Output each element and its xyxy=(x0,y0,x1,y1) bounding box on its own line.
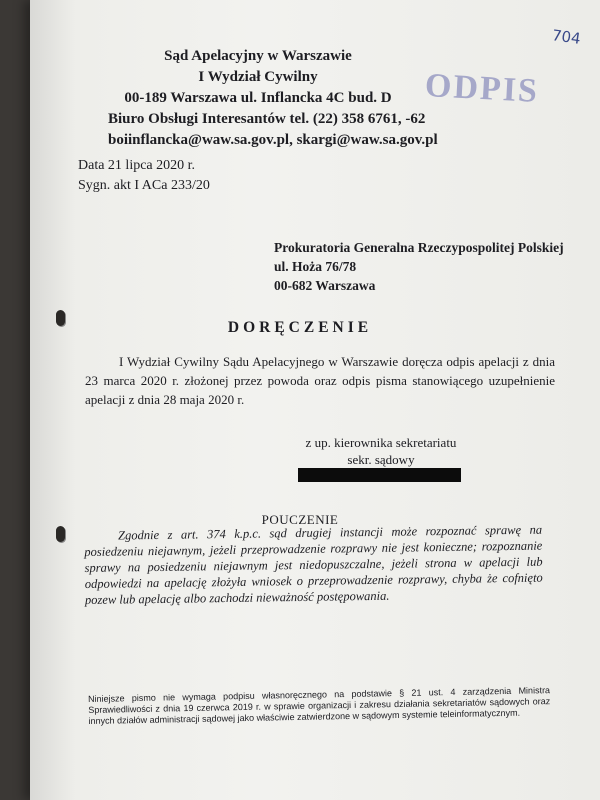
document-body: I Wydział Cywilny Sądu Apelacyjnego w Warszawie doręcza odpis apelacji z dnia 23 marca 2020 r. złożonej przez powoda oraz odpis pisma stanowiącego uzupełnienie apelacji z dnia 28 maja 2020 r. xyxy=(85,354,555,407)
court-address: 00-189 Warszawa ul. Inflancka 4C bud. D xyxy=(124,90,392,106)
addressee-name: Prokuratoria Generalna Rzeczypospolitej Polskiej xyxy=(274,240,564,255)
court-emails: boiinflancka@waw.sa.gov.pl, skargi@waw.sa.gov.pl xyxy=(108,132,438,148)
addressee-block xyxy=(274,238,564,295)
signature-line-1: z up. kierownika sekretariatu xyxy=(305,435,457,450)
handwritten-page-number: 704 xyxy=(550,26,582,48)
addressee-street: ul. Hoża 76/78 xyxy=(274,259,357,274)
document-title: DORĘCZENIE xyxy=(227,319,373,336)
footer-note: Niniejsze pismo nie wymaga podpisu własnoręcznego na podstawie § 21 ust. 4 zarządzenia Ministra Sprawiedliwości z dnia 19 czerwca 2019 r. w sprawie organizacji i zakresu działania sekretariatów sądowych oraz innych działów administracji sądowej jako właściwie zatwierdzone w sądowym systemie teleinformatycznym. xyxy=(88,685,551,726)
document-meta xyxy=(78,156,210,196)
signature-line-2: sekr. sądowy xyxy=(347,452,415,467)
binder-hole xyxy=(56,526,65,542)
instruction-title: POUCZENIE xyxy=(261,512,339,527)
case-reference: Sygn. akt I ACa 233/20 xyxy=(78,178,210,193)
court-division: I Wydział Cywilny xyxy=(198,69,318,85)
instruction-text: Zgodnie z art. 374 k.p.c. sąd drugiej instancji może rozpoznać sprawę na posiedzeniu niejawnym, jeżeli przeprowadzenie rozprawy nie jest konieczne; rozpoznanie sprawy na posiedzeniu niejawnym jest niedopuszczalne, jeżeli strona w apelacji lub odpowiedzi na apelację złożyła wniosek o przeprowadzenie rozprawy, chyba że cofnięto pozew lub apelację albo zachodzi nieważność postępowania. xyxy=(84,522,543,607)
addressee-city: 00-682 Warszawa xyxy=(274,278,376,293)
redacted-signature xyxy=(298,468,461,482)
document-date: Data 21 lipca 2020 r. xyxy=(78,158,196,173)
court-office-phone: Biuro Obsługi Interesantów tel. (22) 358 6761, -62 xyxy=(108,111,426,127)
odpis-stamp: ODPIS xyxy=(424,67,540,110)
court-name: Sąd Apelacyjny w Warszawie xyxy=(164,48,352,64)
court-header xyxy=(108,46,438,151)
signature-block xyxy=(296,434,466,468)
